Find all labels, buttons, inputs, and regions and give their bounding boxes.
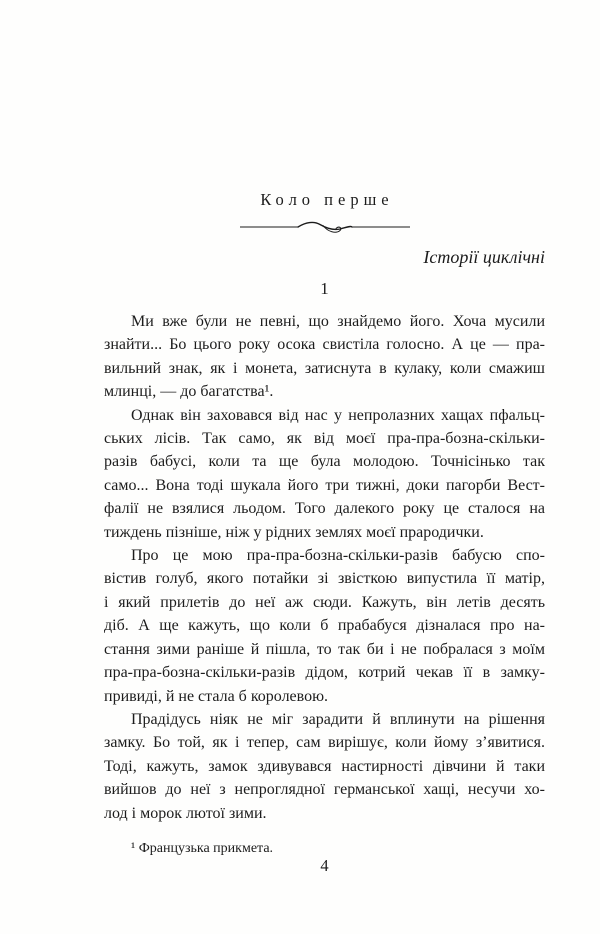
paragraph bbox=[104, 544, 545, 708]
text-line: тиждень пізніше, ніж у рідних землях моєї прародички. bbox=[104, 523, 484, 541]
text-line: знайти... Бо цього року осока свистіла голосно. А це — пра- bbox=[104, 336, 545, 354]
text-line: вийшов до неї з непроглядної германської хащі, несучи хо- bbox=[104, 781, 545, 799]
text-line: разів бабусі, коли та ще була молодою. Точнісінько так bbox=[104, 453, 545, 471]
paragraph bbox=[104, 404, 545, 544]
text-line: фалії не взялися льодом. Того далекого року це сталося на bbox=[104, 500, 545, 518]
paragraph bbox=[104, 708, 545, 825]
paragraph bbox=[104, 310, 545, 404]
text-line: Про це мою пра-пра-бозна-скільки-разів бабусю спо- bbox=[131, 547, 545, 565]
section-title: Історії циклічні bbox=[423, 247, 545, 267]
text-line: вильний знак, як і монета, затиснута в кулаку, коли смажиш bbox=[104, 359, 545, 377]
page-number: 4 bbox=[320, 856, 329, 875]
ornament-divider bbox=[104, 219, 545, 235]
text-line: Тоді, кажуть, замок здивувався настирності дівчини й таки bbox=[104, 757, 545, 775]
text-line: стання зими раніше й пішла, то так би і не побралася з моїм bbox=[104, 640, 545, 658]
chapter-number: 1 bbox=[320, 279, 329, 298]
text-line: і який прилетів до неї аж сюди. Кажуть, він летів десять bbox=[104, 593, 545, 611]
text-line: млинці, — до багатства¹. bbox=[104, 383, 274, 401]
text-line: Однак він заховався від нас у непролазних хащах пфальц- bbox=[131, 406, 545, 424]
text-line: ських лісів. Так само, як від моєї пра-пра-бозна-скільки- bbox=[104, 430, 545, 448]
text-line: Прадідусь ніяк не міг зарадити й вплинути на рішення bbox=[131, 710, 545, 728]
text-block bbox=[104, 0, 545, 857]
text-line: само... Вона тоді шукала його три тижні, доки пагорби Вест- bbox=[104, 476, 545, 494]
text-line: лод і морок лютої зими. bbox=[104, 804, 267, 822]
flourish-icon bbox=[240, 219, 410, 235]
text-line: замку. Бо той, як і тепер, сам вирішує, коли йому з’явитися. bbox=[104, 734, 545, 752]
body-text bbox=[104, 310, 545, 825]
footnote: ¹ Французька прикмета. bbox=[131, 840, 274, 856]
chapter-heading: Коло перше bbox=[260, 190, 394, 209]
text-line: привиді, й не стала б королевою. bbox=[104, 687, 329, 705]
text-line: вістив голуб, якого потайки зі звісткою випустила її матір, bbox=[104, 570, 545, 588]
text-line: діб. А ще кажуть, що коли б прабабуся дізналася про на- bbox=[104, 617, 545, 635]
text-line: Ми вже були не певні, що знайдемо його. Хоча мусили bbox=[131, 313, 545, 330]
text-line: пра-пра-бозна-скільки-разів дідом, котрий чекав її в замку- bbox=[104, 664, 545, 682]
